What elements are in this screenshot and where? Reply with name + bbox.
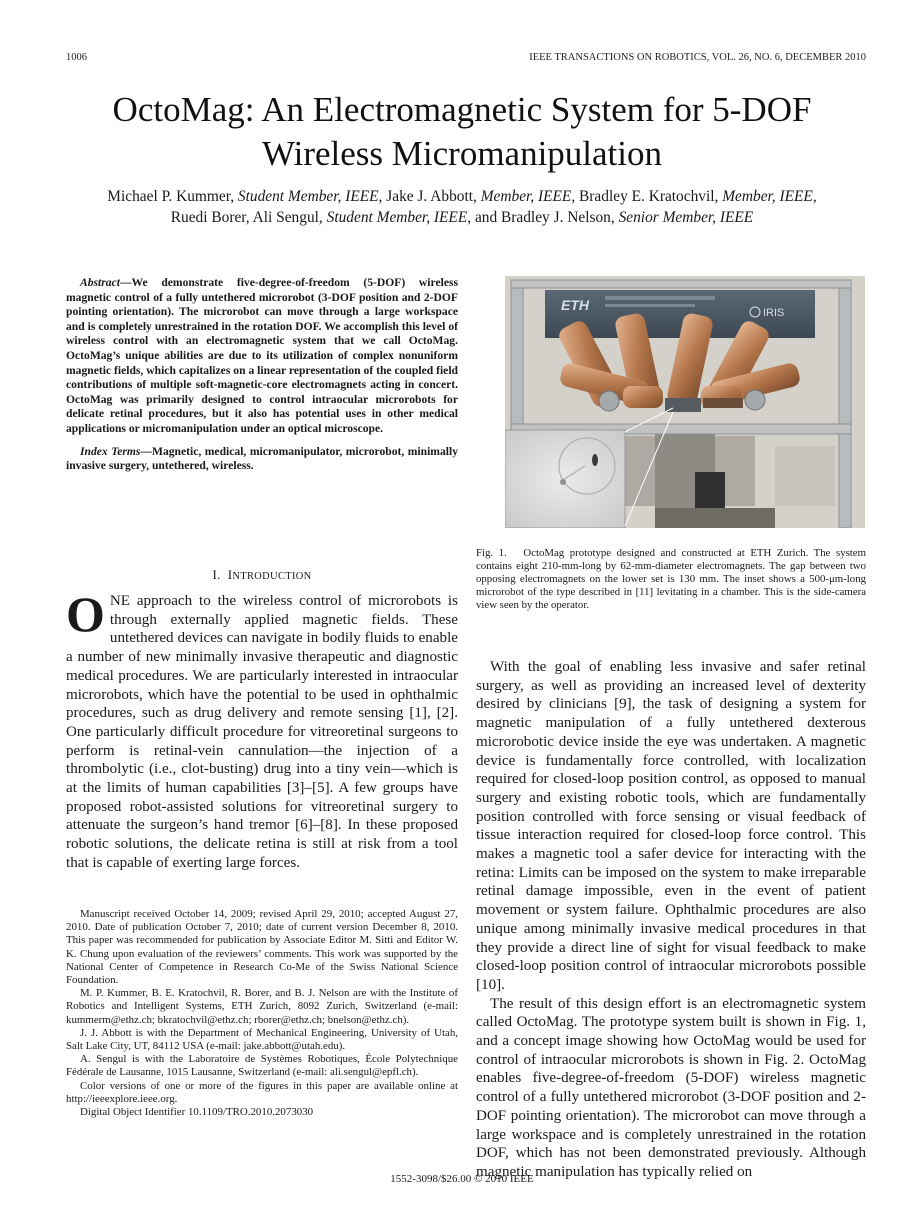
footnote-affiliation-epfl: A. Sengul is with the Laboratoire de Systèmes Robotiques, École Polytechnique Fédérale de Lausanne, 1015 Lausanne, Switzerland (e-mail: ali.sengul@epfl.ch).	[66, 1053, 458, 1079]
author-kummer: Michael P. Kummer,	[107, 188, 235, 205]
figure-illustration	[505, 276, 865, 528]
body-paragraph: The result of this design effort is an electromagnetic system called OctoMag. The prototype system built is shown in Fig. 1, and a concept image showing how OctoMag would be used for control of intraocular microrobots is shown in Fig. 2. OctoMag enables five-degree-of-freedom (5-DOF) wireless magnetic control of a fully untethered microrobot (3-DOF position and 2-DOF pointing orientation). The microrobot can move through a large workspace and is completely unrestrained in the rotation DOF, which has not been demonstrated previously. Although magnetic manipulation has typically relied on	[476, 995, 866, 1180]
journal-header: IEEE TRANSACTIONS ON ROBOTICS, VOL. 26, NO. 6, DECEMBER 2010	[529, 52, 866, 63]
author-nelson: , and Bradley J. Nelson,	[467, 209, 615, 226]
introduction-body	[66, 586, 458, 873]
author-list	[52, 186, 872, 228]
author-kratochvil: , Bradley E. Kratochvil,	[571, 188, 719, 205]
index-terms-label: Index Terms	[80, 444, 141, 458]
abstract	[66, 276, 458, 474]
author-role: Student Member, IEEE	[237, 188, 379, 205]
eth-logo: ETH	[561, 297, 589, 313]
index-terms-text: —Magnetic, medical, micromanipulator, microrobot, minimally invasive surgery, untethered, wireless.	[66, 444, 458, 473]
right-column-body	[476, 658, 866, 1182]
abstract-label: Abstract	[80, 276, 120, 289]
section-title-initial: I	[227, 567, 233, 582]
footnotes	[66, 908, 458, 1119]
section-title-rest: NTRODUCTION	[232, 571, 312, 582]
caption-text: OctoMag prototype designed and constructed at ETH Zurich. The system contains eight 210-mm-long by 62-mm-diameter electromagnets. The gap between two opposing electromagnets on the lower set is 130 mm. The inset shows a 500-μm-long microrobot of the type described in [11] levitating in a chamber. This is the side-camera view seen by the operator.	[476, 547, 867, 611]
caption-label: Fig. 1.	[476, 547, 507, 559]
drop-cap: O	[66, 586, 105, 642]
title-line-1: OctoMag: An Electromagnetic System for 5-DOF	[112, 90, 812, 129]
footnote-manuscript: Manuscript received October 14, 2009; revised April 29, 2010; accepted August 27, 2010. Date of publication October 7, 2010; date of current version December 8, 2010. This paper was recommended for publication by Associate Editor M. Sitti and Editor W. K. Chung upon evaluation of the reviewers’ comments. This work was supported by the National Center of Competence in Research Co-Me of the Swiss National Science Foundation.	[66, 908, 458, 987]
body-paragraph: With the goal of enabling less invasive and safer retinal surgery, as well as providing an increased level of dexterity desired by clinicians [9], the task of designing a system for magnetic manipulation of a fully untethered dexterous microrobotic device inside the eye was undertaken. A magnetic device is fundamentally force controlled, with localization required for closed-loop position control, as opposed to manual surgery and existing robotic tools, which are fundamentally position controlled with force sensing or visual feedback of tissue interaction required for closed-loop force control. This makes a magnetic tool a safer device for interacting with the retina: Limits can be imposed on the system to make irreparable retinal damage impossible, even in the event of patient movement or system failure. Ophthalmic procedures are also unique among minimally invasive medical procedures in that they provide a direct line of sight for visual feedback to make closed-loop position control of intraocular microrobots possible [10].	[476, 659, 866, 993]
author-borer-sengul: Ruedi Borer, Ali Sengul,	[170, 209, 323, 226]
author-role: Member, IEEE	[480, 188, 572, 205]
page-number: 1006	[66, 52, 87, 63]
intro-text: NE approach to the wireless control of microrobots is through externally applied magnetic fields. These untethered devices can navigate in bodily fluids to enable a number of new minimally invasive therapeutic and diagnostic medical procedures. We are particularly interested in intraocular microrobots, which have the potential to be used in ophthalmic procedures, such as drug delivery and remote sensing [1], [2]. One particularly difficult procedure for vitreoretinal surgeons to perform is retinal-vein cannulation—the injection of a thrombolytic (i.e., clot-busting) drug into a tiny vein—which is at the limits of human capabilities [3]–[5]. A few groups have proposed robot-assisted solutions for vitreoretinal surgery to attenuate the surgeon’s hand tremor [6]–[8]. In these proposed robotic solutions, the delicate retina is still at risk from a tool that is capable of exerting large forces.	[66, 593, 458, 871]
author-line-1	[52, 186, 872, 207]
author-abbott: , Jake J. Abbott,	[378, 188, 477, 205]
footnote-doi: Digital Object Identifier 10.1109/TRO.2010.2073030	[80, 1106, 314, 1119]
paper-title	[40, 88, 884, 176]
index-terms	[66, 445, 458, 474]
author-separator: ,	[812, 188, 817, 205]
figure-caption	[476, 547, 866, 612]
page-footer: 1552-3098/$26.00 © 2010 IEEE	[390, 1173, 534, 1185]
author-role: Member, IEEE	[722, 188, 813, 205]
author-role: Student Member, IEEE	[326, 209, 468, 226]
footnote-affiliation-utah: J. J. Abbott is with the Department of Mechanical Engineering, University of Utah, Salt Lake City, UT, 84112 USA (e-mail: jake.abbott@utah.edu).	[66, 1026, 458, 1053]
abstract-paragraph	[66, 276, 458, 437]
abstract-text: —We demonstrate five-degree-of-freedom (5-DOF) wireless magnetic control of a fully untethered microrobot (3-DOF position and 2-DOF pointing orientation). The microrobot can move through a large workspace and is completely unrestrained in the rotation DOF. We accomplish this level of wireless control with an electromagnetic system that we call OctoMag. OctoMag’s unique abilities are due to its utilization of complex nonuniform magnetic fields, which capitalizes on a linear representation of the coupled field contributions of multiple soft-magnetic-core electromagnets acting in concert. OctoMag was primarily designed to control intraocular microrobots for delicate retinal procedures, but it also has potential uses in other medical applications or micromanipulation under an optical microscope.	[66, 276, 458, 435]
author-role: Senior Member, IEEE	[618, 209, 754, 226]
title-line-2: Wireless Micromanipulation	[261, 134, 663, 173]
section-number: I.	[212, 567, 221, 582]
caption-paragraph	[476, 547, 866, 612]
iris-logo: IRIS	[763, 307, 785, 319]
footnote-color-versions: Color versions of one or more of the figures in this paper are available online at http://ieeexplore.ieee.org.	[66, 1079, 458, 1105]
footnote-affiliation-eth: M. P. Kummer, B. E. Kratochvil, R. Borer, and B. J. Nelson are with the Institute of Robotics and Intelligent Systems, ETH Zurich, 8092 Zurich, Switzerland (e-mail: kummerm@ethz.ch; bkratochvil@ethz.ch; rborer@ethz.ch; bnelson@ethz.ch).	[66, 987, 458, 1026]
figure-octomag-photo	[505, 276, 865, 528]
author-line-2	[52, 207, 872, 228]
intro-paragraph	[66, 586, 458, 873]
section-heading	[66, 567, 458, 583]
